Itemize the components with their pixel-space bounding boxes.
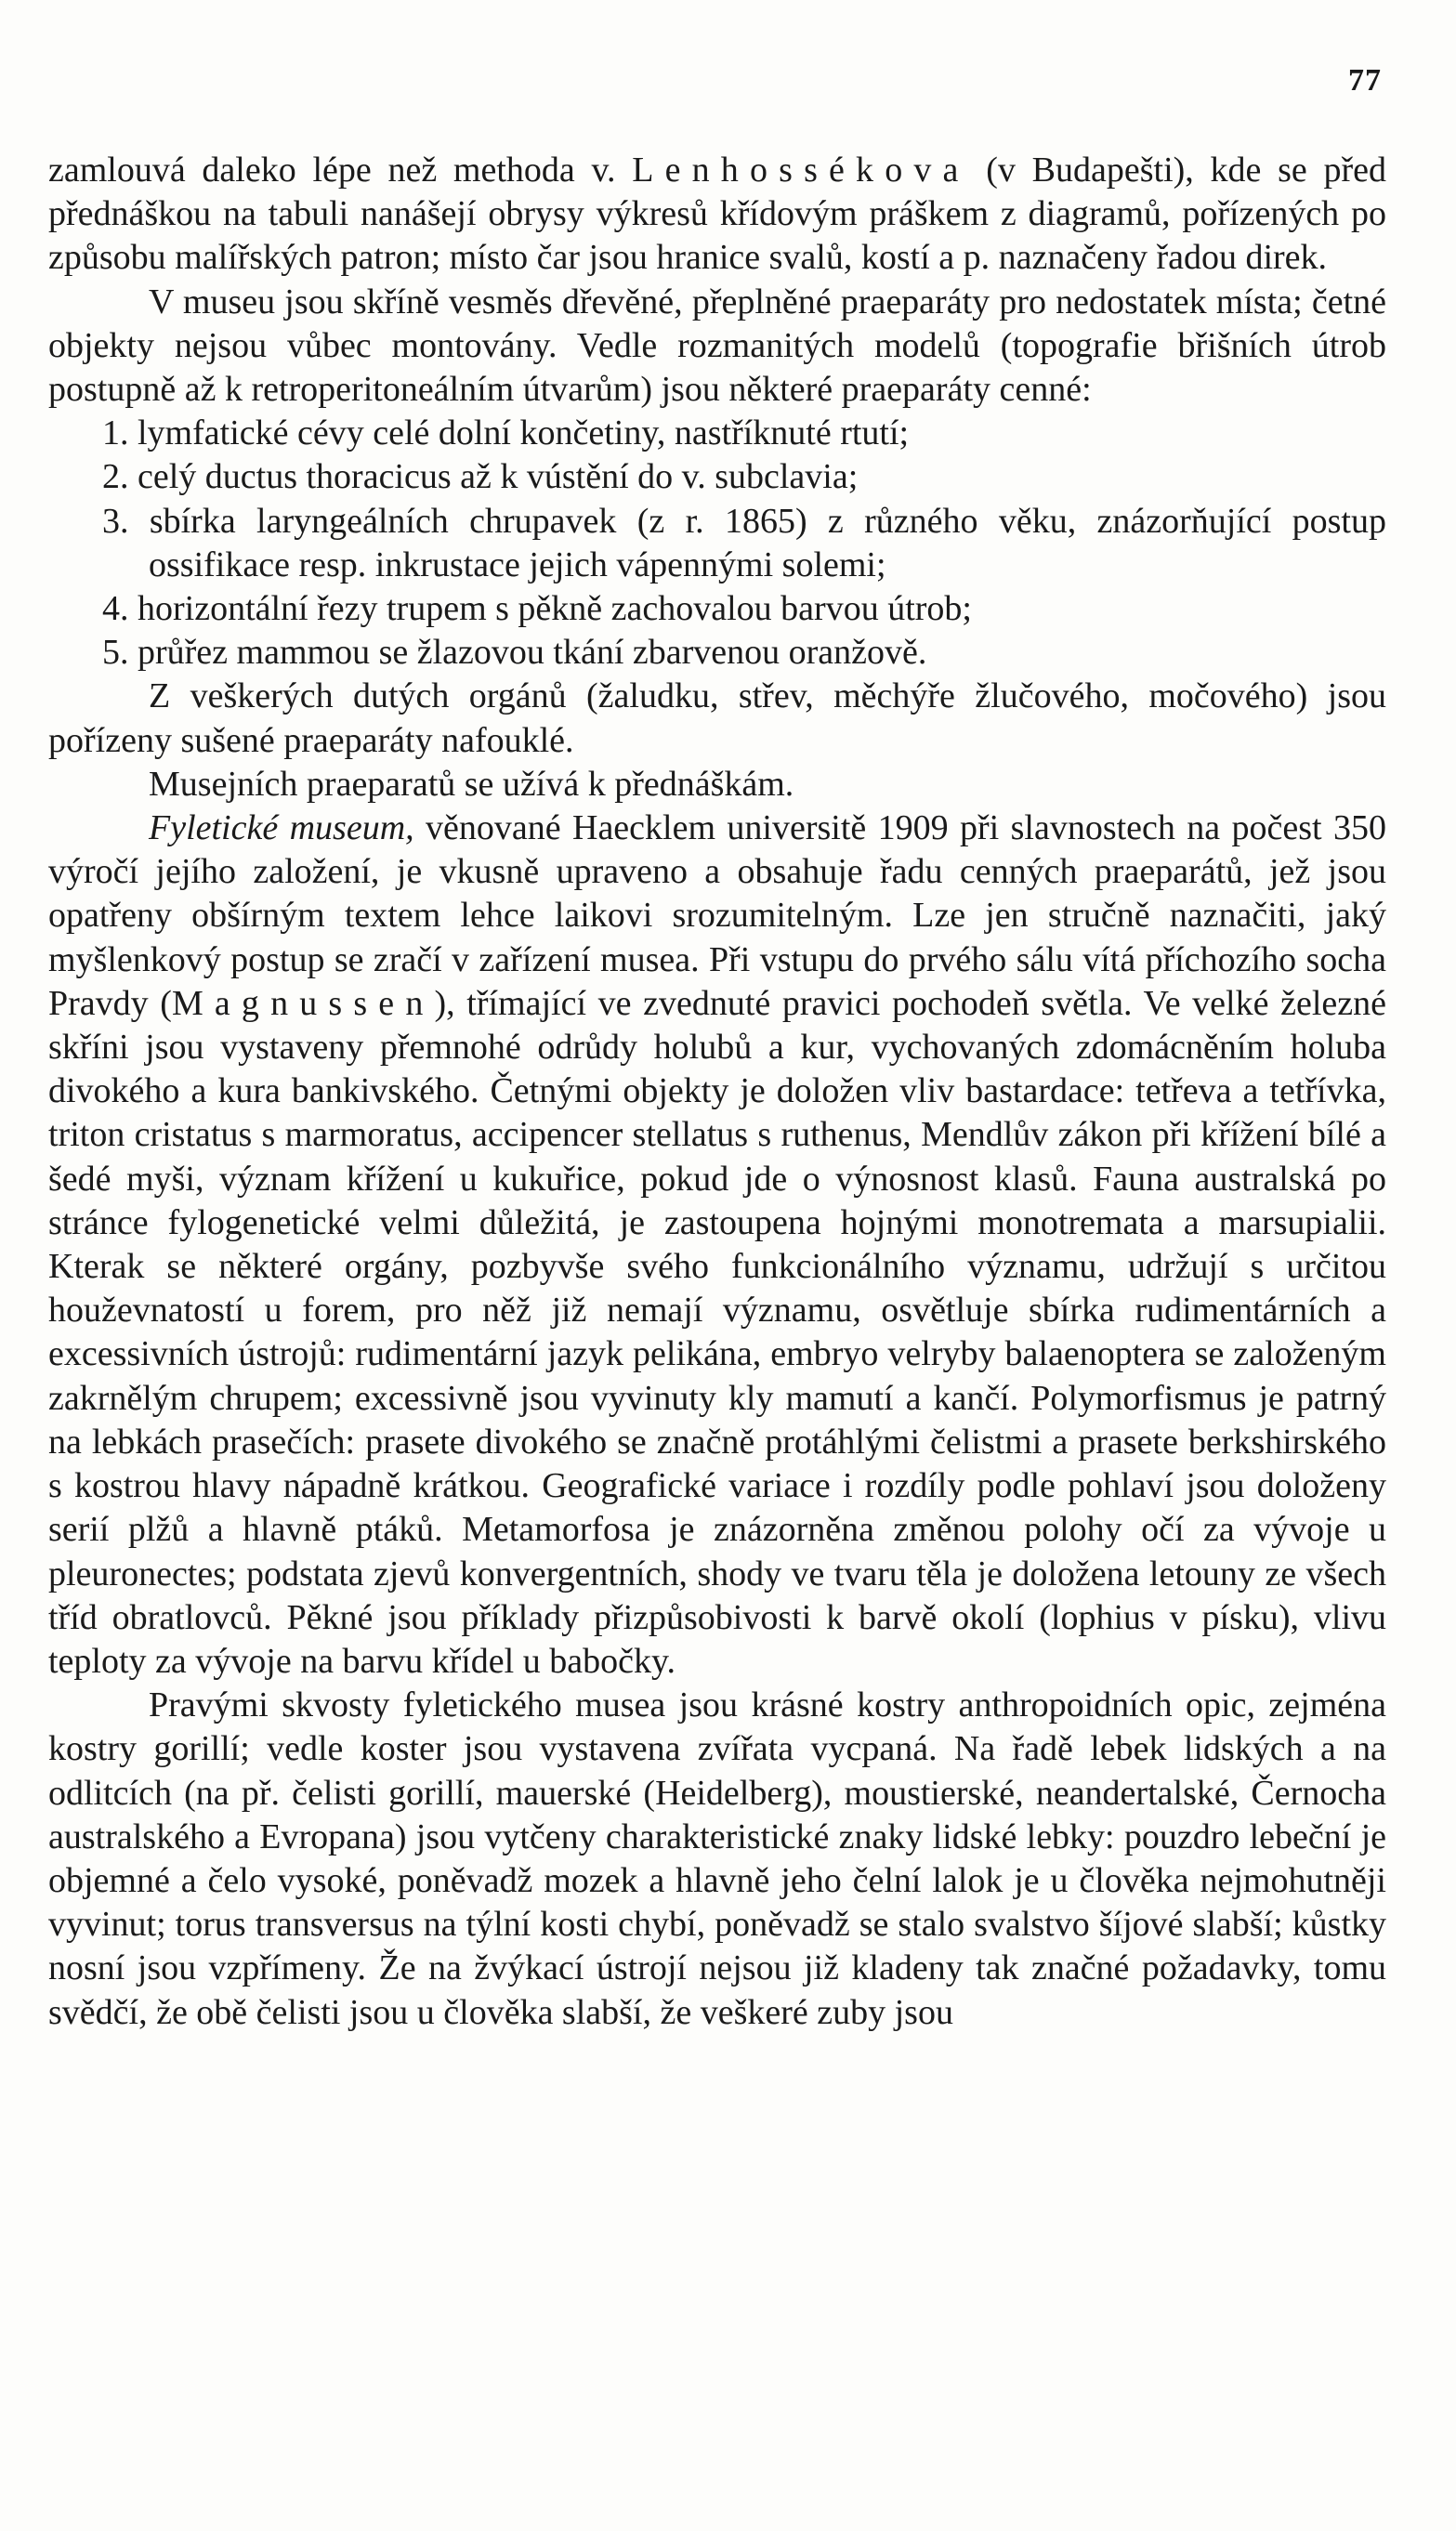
author-name-spaced: Lenhossékova: [632, 151, 970, 190]
paragraph-text: věnované Haecklem universitě 1909 při slavnostech na počest 350 výročí jejího založení, je vkusně upraveno a obsahuje řadu cenných praeparátů, jež jsou opatřeny obšírným textem lehce laikovi srozumitelným. Lze jen stručně naznačiti, jaký myšlenkový postup se zračí v zařízení musea. Při vstupu do prvého sálu vítá příchozího socha Pravdy (: [48, 808, 1386, 1023]
paragraph-lectures: Musejních praeparatů se užívá k přednáškám.: [149, 764, 794, 804]
list-item: 3. sbírka laryngeálních chrupavek (z r. 1865) z různého věku, znázorňující postup ossifikace resp. inkrustace jejich vápennými solemi;: [102, 501, 1386, 584]
paragraph-text: ), třímající ve zvednuté pravici pochodeň světla. Ve velké železné skříni jsou vystaveny přemnohé odrůdy holubů a kur, vychovaných zdomácněním holuba divokého a kura bankivského. Četnými objekty je doložen vliv bastardace: tetřeva a tetřívka, triton cristatus s marmoratus, accipencer stellatus s ruthenus, Mendlův zákon při křížení bílé a šedé myši, význam křížení u kukuřice, pokud jde o výnosnost klasů. Fauna australská po stránce fylogenetické velmi důležitá, je zastoupena hojnými monotremata a marsupialii. Kterak se některé orgány, pozbyvše svého funkcionálního významu, udržují s určitou houževnatostí u forem, pro něž již nemají významu, osvětluje sbírka rudimentárních a excessivních ústrojů: rudimentární jazyk pelikána, embryo velryby balaenoptera se založeným zakrnělým chrupem; excessivně jsou vyvinuty kly mamutí a kančí. Polymorfismus je patrný na lebkách prasečích: prasete divokého se značně protáhlými čelistmi a prasete berkshirského s kostrou hlavy nápadně krátkou. Geografické variace i rozdíly podle pohlaví jsou doloženy serií plžů a hlavně ptáků. Metamorfosa je znázorněna změnou polohy očí za vývoje u pleuronectes; podstata zjevů konvergentních, shody ve tvaru těla je doložena letouny ze všech tříd obratlovců. Pěkné jsou příklady přizpůsobivosti k barvě okolí (lophius v písku), vlivu teploty za vývoje na barvu křídel u babočky.: [48, 983, 1386, 1681]
body-text: [48, 149, 1386, 2035]
preparation-list: [48, 412, 1386, 675]
page-number: 77: [1348, 63, 1382, 98]
list-item: 1. lymfatické cévy celé dolní končetiny, nastříknuté rtutí;: [102, 413, 910, 453]
paragraph-text: zamlouvá daleko lépe než methoda v.: [48, 151, 633, 190]
list-item: 4. horizontální řezy trupem s pěkně zachovalou barvou útrob;: [102, 589, 972, 629]
paragraph-anthropoid-skeletons: Pravými skvosty fyletického musea jsou krásné kostry anthropoidních opic, zejména kostry gorillí; vedle koster jsou vystavena zvířata vycpaná. Na řadě lebek lidských a na odlitcích (na př. čelisti gorillí, mauerské (Heidelberg), moustierské, neandertalské, Černocha australského a Evropana) jsou vytčeny charakteristické znaky lidské lebky: pouzdro lebeční je objemné a čelo vysoké, poněvadž mozek a hlavně jeho čelní lalok je u člověka nejmohutněji vyvinut; torus transversus na týlní kosti chybí, poněvadž se stalo svalstvo šíjové slabší; kůstky nosní jsou vzpřímeny. Že na žvýkací ústrojí nejsou již kladeny tak značné požadavky, tomu svědčí, že obě čelisti jsou u člověka slabší, že veškeré zuby jsou: [48, 1685, 1386, 2032]
list-item: 2. celý ductus thoracicus až k vústění do v. subclavia;: [102, 457, 859, 497]
paragraph-museum-cabinets: V museu jsou skříně vesměs dřevěné, přeplněné praeparáty pro nedostatek místa; četné objekty nejsou vůbec montovány. Vedle rozmanitých modelů (topografie břišních útrob postupně až k retroperitoneálním útvarům) jsou některé praeparáty cenné:: [48, 282, 1386, 410]
paragraph-lenhossek: [48, 149, 1386, 281]
paragraph-hollow-organs: Z veškerých dutých orgánů (žaludku, střev, měchýře žlučového, močového) jsou pořízeny sušené praeparáty nafouklé.: [48, 676, 1386, 760]
paragraph-text: (v Budapešti), kde se před přednáškou na tabuli nanášejí obrysy výkresů křídovým práškem z diagramů, pořízených po způsobu malířských patron; místo čar jsou hranice svalů, kostí a p. naznačeny řadou direk.: [48, 151, 1387, 278]
sculptor-name-spaced: Magnussen: [171, 983, 435, 1023]
paragraph-phyletic-museum: [48, 807, 1386, 1684]
list-item: 5. průřez mammou se žlazovou tkání zbarvenou oranžově.: [102, 633, 927, 673]
museum-title-italic: Fyletické museum,: [149, 808, 414, 848]
